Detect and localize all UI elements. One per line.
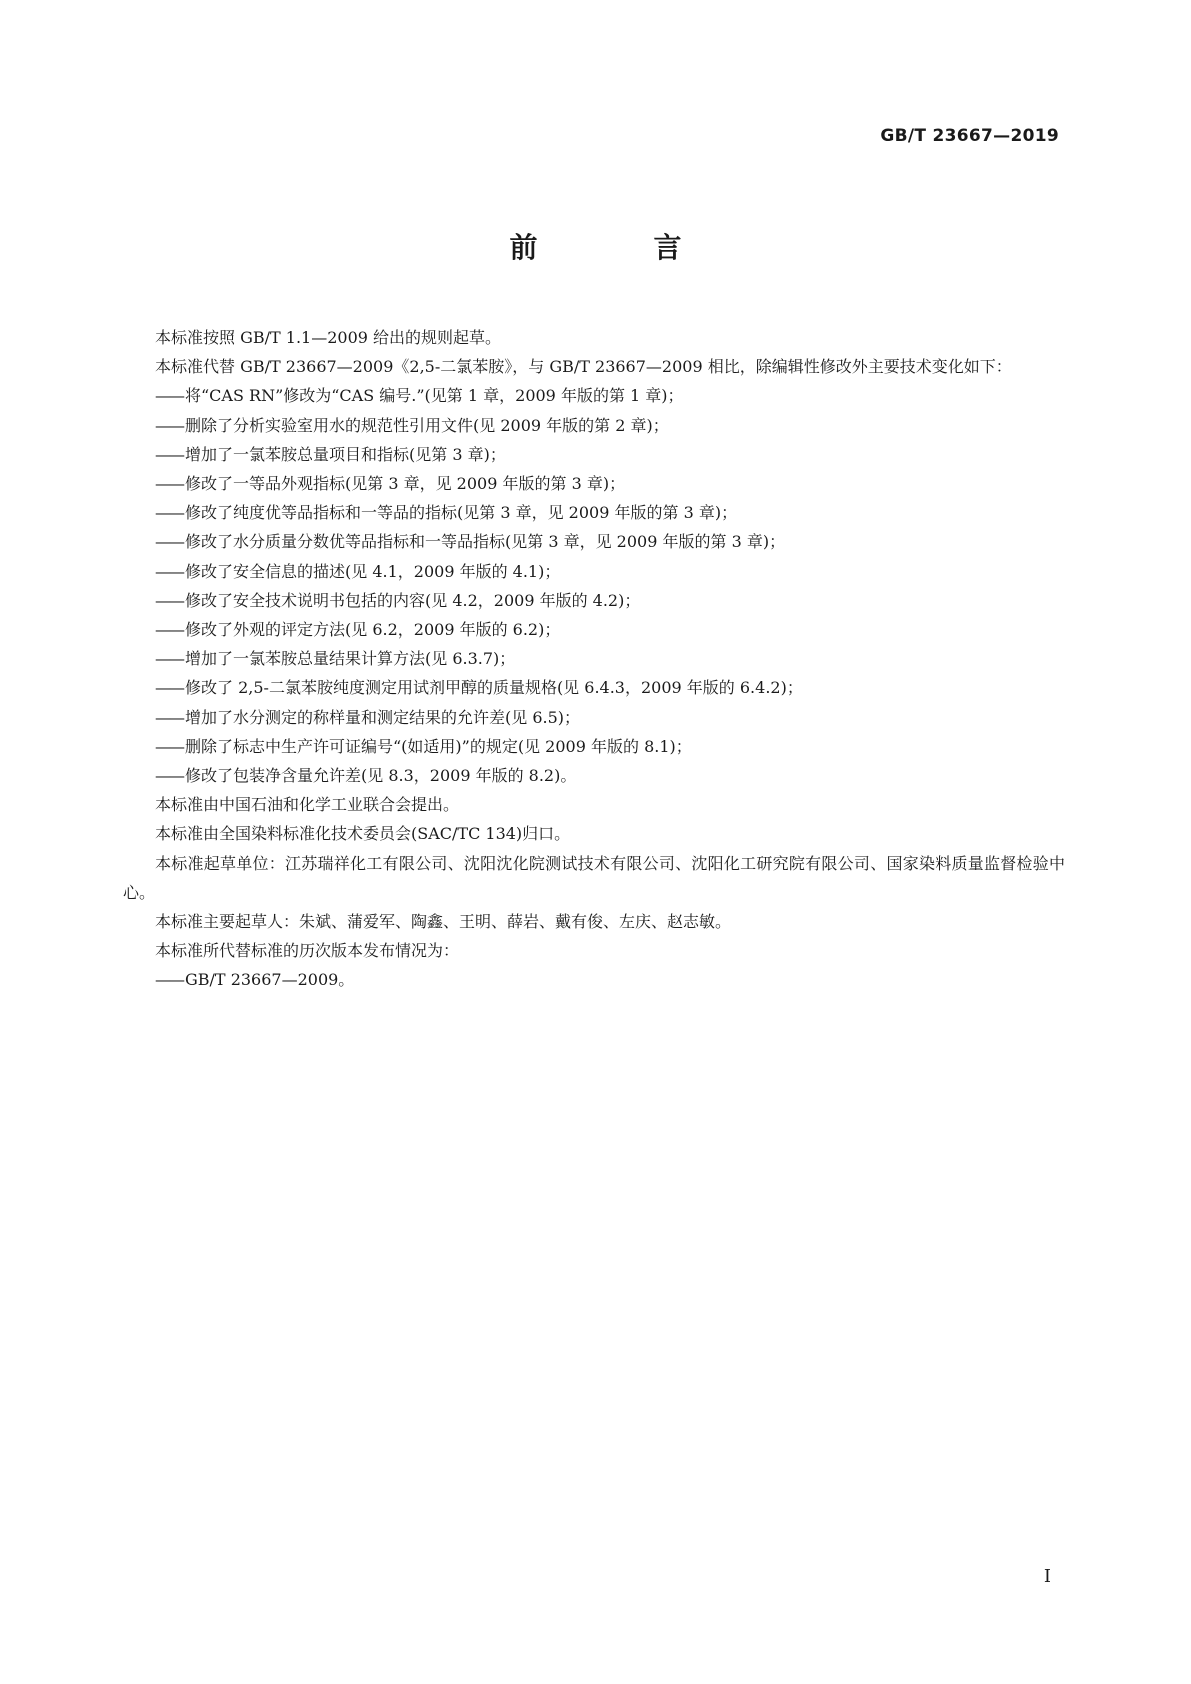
paragraph-drafters: 本标准主要起草人：朱斌、蒲爱军、陶鑫、王明、薛岩、戴有俊、左庆、赵志敏。	[155, 912, 732, 932]
list-item: —— 修改了一等品外观指标(见第 3 章，见 2009 年版的第 3 章)；	[155, 474, 626, 494]
list-item: —— 修改了 2,5-二氯苯胺纯度测定用试剂甲醇的质量规格(见 6.4.3，2009 年版的 6.4.2)；	[155, 678, 803, 698]
list-item: —— 修改了包装净含量允许差(见 8.3，2009 年版的 8.2)。	[155, 766, 577, 786]
paragraph-drafting-organizations: 本标准起草单位：江苏瑞祥化工有限公司、沈阳沈化院测试技术有限公司、沈阳化工研究院有限公司、国家染料质量监督检验中心。	[123, 853, 1065, 902]
foreword-body	[123, 323, 1065, 995]
list-item: —— 增加了一氯苯胺总量结果计算方法(见 6.3.7)；	[155, 649, 516, 669]
list-item: —— GB/T 23667—2009。	[155, 970, 355, 990]
list-item: —— 修改了纯度优等品指标和一等品的指标(见第 3 章，见 2009 年版的第 3 章)；	[155, 503, 738, 523]
list-item: —— 增加了一氯苯胺总量项目和指标(见第 3 章)；	[155, 444, 506, 464]
paragraph-proposer: 本标准由中国石油和化学工业联合会提出。	[155, 795, 460, 815]
list-item: —— 增加了水分测定的称样量和测定结果的允许差(见 6.5)；	[155, 707, 581, 727]
standard-number-header: GB/T 23667—2019	[880, 126, 1059, 146]
list-item: —— 删除了分析实验室用水的规范性引用文件(见 2009 年版的第 2 章)；	[155, 415, 669, 435]
list-item: —— 修改了外观的评定方法(见 6.2，2009 年版的 6.2)；	[155, 620, 561, 640]
paragraph-version-history: 本标准所代替标准的历次版本发布情况为：	[155, 941, 460, 961]
paragraph-replacement-statement: 本标准代替 GB/T 23667—2009《2,5-二氯苯胺》，与 GB/T 23667—2009 相比，除编辑性修改外主要技术变化如下：	[155, 357, 1012, 377]
paragraph-technical-committee: 本标准由全国染料标准化技术委员会(SAC/TC 134)归口。	[155, 824, 571, 844]
list-item: —— 修改了安全信息的描述(见 4.1，2009 年版的 4.1)；	[155, 561, 561, 581]
paragraph-drafting-rules: 本标准按照 GB/T 1.1—2009 给出的规则起草。	[155, 328, 502, 347]
list-item: —— 修改了水分质量分数优等品指标和一等品指标(见第 3 章，见 2009 年版的第 3 章)；	[155, 532, 786, 552]
previous-versions-list	[123, 965, 1065, 994]
page-number: I	[1043, 1566, 1051, 1587]
changes-list	[123, 381, 1065, 790]
page-title: 前 言	[509, 231, 726, 264]
list-item: —— 将“CAS RN”修改为“CAS 编号.”(见第 1 章，2009 年版的第 1 章)；	[155, 386, 684, 406]
list-item: —— 删除了标志中生产许可证编号“(如适用)”的规定(见 2009 年版的 8.1)；	[155, 736, 692, 756]
list-item: —— 修改了安全技术说明书包括的内容(见 4.2，2009 年版的 4.2)；	[155, 590, 641, 610]
